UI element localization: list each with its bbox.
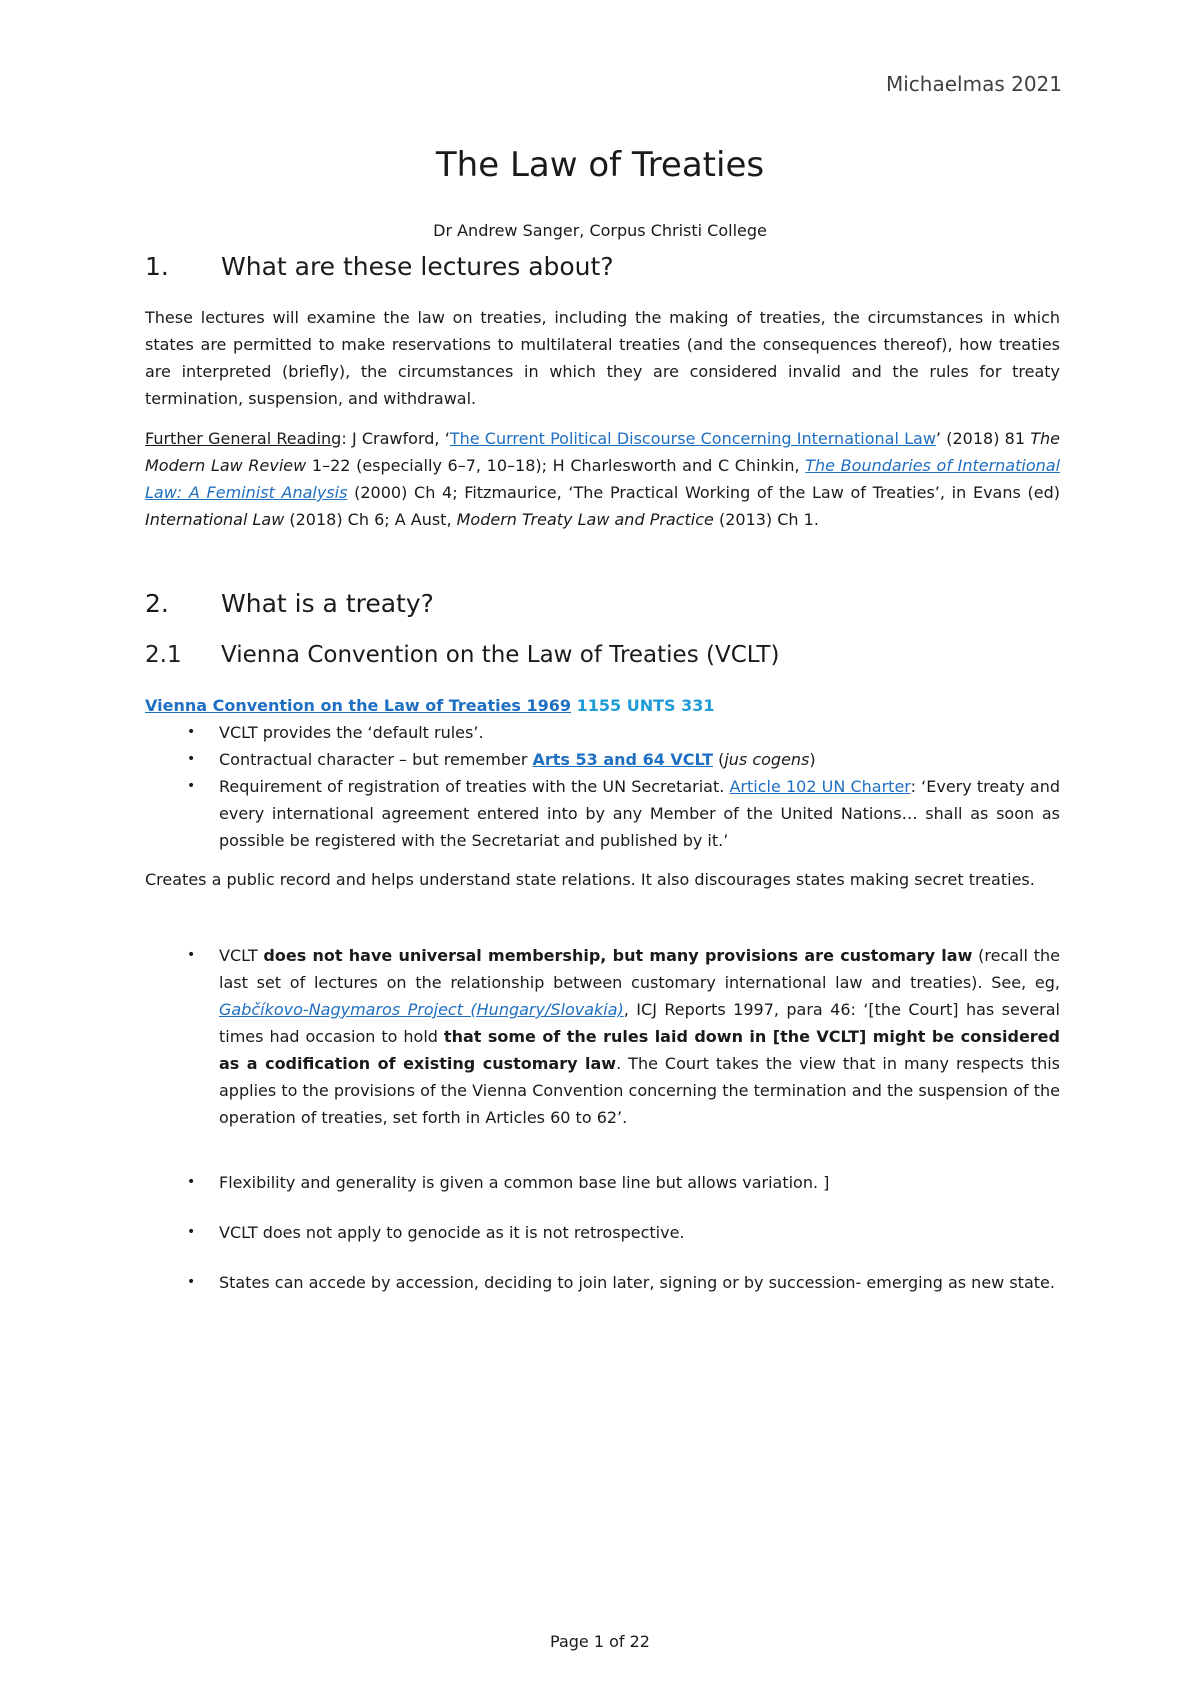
bullet-text: (recall the last set of lectures on the relationship between customary international law and treaties). See, eg, [219,946,1060,992]
section-1-title: What are these lectures about? [221,252,614,281]
further-reading [145,425,1060,533]
accession-bullet-list [145,1269,1060,1296]
article-102-link[interactable]: Article 102 UN Charter [729,777,911,796]
bullet-text: States can accede by accession, deciding to join later, signing or by succession- emerging as new state. [219,1273,1055,1292]
bullet-text: Contractual character – but remember [219,750,533,769]
bullet-icon: • [187,947,196,963]
vclt-unts-ref: 1155 UNTS 331 [571,696,715,715]
section-2-1-title: Vienna Convention on the Law of Treaties (VCLT) [221,642,780,668]
bullet-bold: that some of the rules laid down in [the VCLT] might be considered as a codification of existing customary law [219,1027,1060,1073]
flexibility-bullet-list [145,1169,1060,1196]
bullet-text: ( [712,750,725,769]
bullet-icon: • [187,1224,196,1240]
crawford-article-link[interactable]: The Current Political Discourse Concerning International Law [449,429,936,448]
page-number: Page 1 of 22 [550,1632,650,1651]
reading-text: (2000) Ch 4; Fitzmaurice, ‘The Practical Working of the Law of Treaties’, in Evans (ed) [347,483,1060,502]
bullet-text: VCLT provides the ‘default rules’. [219,723,484,742]
bullet-icon: • [187,724,196,740]
bullet-text: Requirement of registration of treaties with the UN Secretariat. [219,777,730,796]
section-2-number: 2. [145,589,169,618]
further-reading-label: Further General Reading [145,429,342,448]
section-2-1-number: 2.1 [145,642,182,668]
section-1-intro: These lectures will examine the law on treaties, including the making of treaties, the circumstances in which states are permitted to make reservations to multilateral treaties (and the consequences thereof), how treaties are interpreted (briefly), the circumstances in which they are considered invalid and the rules for treaty termination, suspension, and withdrawal. [145,308,1060,408]
list-item [145,1219,1060,1246]
arts-53-64-link[interactable]: Arts 53 and 64 VCLT [532,750,713,769]
reading-text: 1–22 (especially 6–7, 10–18); H Charlesworth and C Chinkin, [306,456,806,475]
list-item [145,1269,1060,1296]
charlesworth-book-link[interactable]: The Boundaries of International Law: A Feminist Analysis [145,456,1061,502]
reading-journal: The Modern Law Review [145,429,1060,475]
vclt-citation [145,692,1060,719]
bullet-icon: • [187,751,196,767]
genocide-bullet-list [145,1219,1060,1246]
list-item [145,773,1060,854]
bullet-text: . The Court takes the view that in many respects this applies to the provisions of the Vienna Convention concerning the termination and the suspension of the operation of treaties, set forth in Articles 60 to 62’. [219,1054,1061,1127]
bullet-text: : ‘Every treaty and every international agreement entered into by any Member of the United Nations… shall as soon as possible be registered with the Secretariat and published by it.’ [219,777,1061,850]
section-2-heading [145,589,434,618]
bullet-text: VCLT [219,946,264,965]
reading-text: (2013) Ch 1. [713,510,819,529]
bullet-bold: does not have universal membership, but many provisions are customary law [263,946,973,965]
bullet-text: , ICJ Reports 1997, para 46: ‘[the Court] has several times had occasion to hold [219,1000,1061,1046]
reading-text: : J Crawford, ‘ [341,429,450,448]
list-item [145,942,1060,1131]
page-title: The Law of Treaties [435,145,765,185]
section-1-heading [145,252,614,281]
section-1-number: 1. [145,252,169,281]
bullet-icon: • [187,1174,196,1190]
reading-text: (2018) Ch 6; A Aust, [284,510,457,529]
list-item [145,1169,1060,1196]
reading-text: ’ (2018) 81 [935,429,1031,448]
vclt-bullet-list [145,719,1060,854]
bullet-text: VCLT does not apply to genocide as it is not retrospective. [219,1223,685,1242]
reading-book-title: International Law [145,510,285,529]
reading-book-title: Modern Treaty Law and Practice [456,510,714,529]
list-item [145,746,1060,773]
list-item [145,719,1060,746]
bullet-italic: jus cogens [724,750,810,769]
bullet-text: Flexibility and generality is given a common base line but allows variation. ] [219,1173,830,1192]
section-2-1-heading [145,642,779,668]
bullet-icon: • [187,778,196,794]
gabcikovo-case-link[interactable]: Gabčíkovo-Nagymaros Project (Hungary/Slovakia) [219,1000,624,1019]
bullet-text: ) [809,750,816,769]
vclt-link[interactable]: Vienna Convention on the Law of Treaties 1969 [145,696,572,715]
public-record-para: Creates a public record and helps understand state relations. It also discourages states making secret treaties. [145,870,1035,889]
bullet-icon: • [187,1274,196,1290]
membership-bullet-list [145,942,1060,1131]
author-line: Dr Andrew Sanger, Corpus Christi College [433,221,767,240]
header-term: Michaelmas 2021 [885,72,1062,96]
section-2-title: What is a treaty? [221,589,434,618]
